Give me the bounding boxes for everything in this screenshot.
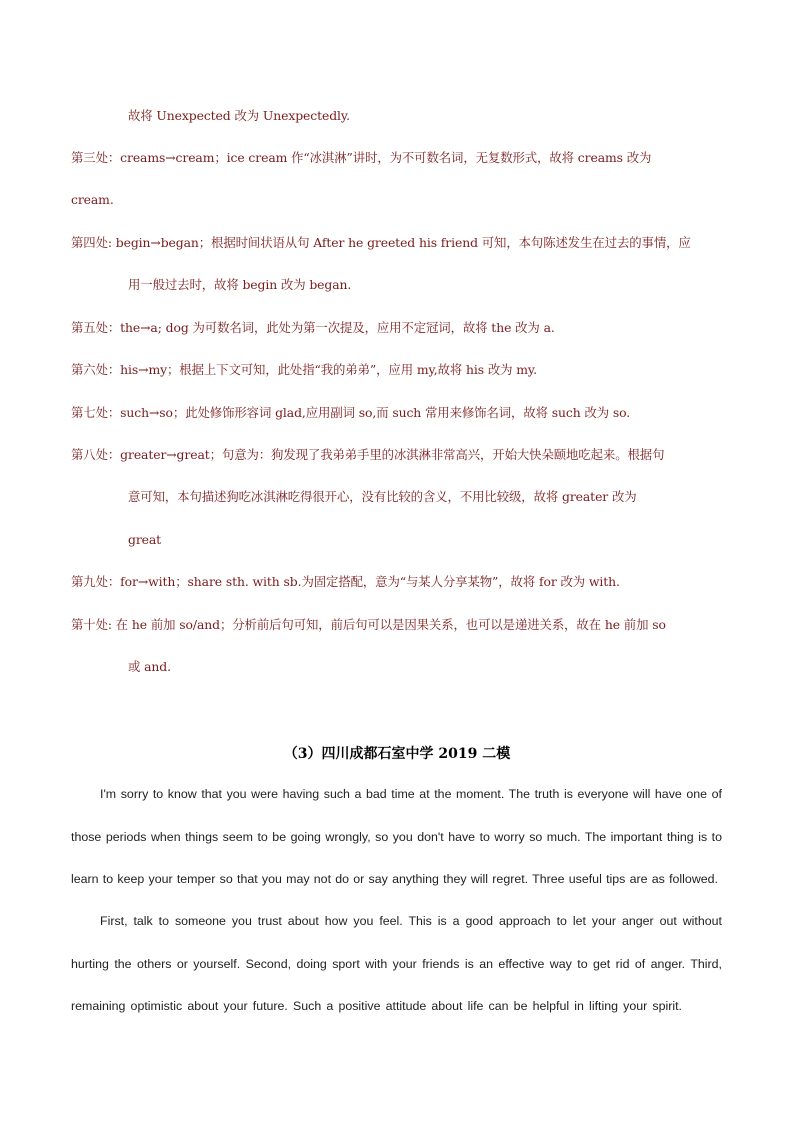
answer-line: great [128,532,162,547]
answer-line: 第六处：his→my；根据上下文可知，此处指“我的弟弟”，应用 my,故将 his 改为 my. [71,362,537,377]
answer-line: 第七处：such→so；此处修饰形容词 glad,应用副词 so,而 such 常用来修饰名词，故将 such 改为 so. [71,405,631,420]
answer-line: 故将 Unexpected 改为 Unexpectedly. [128,108,351,123]
answer-line: 意可知，本句描述狗吃冰淇淋吃得很开心，没有比较的含义，不用比较级，故将 greater 改为 [128,489,637,504]
section-title: （3）四川成都石室中学 2019 二模 [283,746,511,762]
essay-line: remaining optimistic about your future. Such a positive attitude about life can be helpful in lifting your spirit. [71,999,682,1013]
essay-line: hurting the others or yourself. Second, doing sport with your friends is an effective way to get rid of anger. Third, [71,957,722,971]
answer-line: cream. [71,192,114,207]
answer-line: 第四处: begin→began；根据时间状语从句 After he greeted his friend 可知，本句陈述发生在过去的事情，应 [71,235,691,250]
answer-line: 或 and. [128,659,171,674]
essay-line: First, talk to someone you trust about how you feel. This is a good approach to let your anger out without [100,914,722,928]
answer-line: 第五处：the→a; dog 为可数名词，此处为第一次提及，应用不定冠词，故将 the 改为 a. [71,320,555,335]
essay-line: those periods when things seem to be going wrongly, so you don't have to worry so much. The important thing is to [71,830,722,844]
answer-line: 第九处：for→with；share sth. with sb.为固定搭配，意为“与某人分享某物”，故将 for 改为 with. [71,574,620,589]
answer-line: 第三处：creams→cream；ice cream 作“冰淇淋”讲时，为不可数名词，无复数形式，故将 creams 改为 [71,150,652,165]
essay-line: learn to keep your temper so that you may not do or say anything they will regret. Three useful tips are as followed. [71,872,718,886]
answer-line: 用一般过去时，故将 begin 改为 began. [128,277,352,292]
answer-line: 第八处：greater→great；句意为：狗发现了我弟弟手里的冰淇淋非常高兴，开始大快朵颐地吃起来。根据句 [71,447,665,462]
answer-line: 第十处: 在 he 前加 so/and；分析前后句可知，前后句可以是因果关系，也可以是递进关系，故在 he 前加 so [71,617,666,632]
essay-line: I'm sorry to know that you were having such a bad time at the moment. The truth is everyone will have one of [100,787,722,801]
